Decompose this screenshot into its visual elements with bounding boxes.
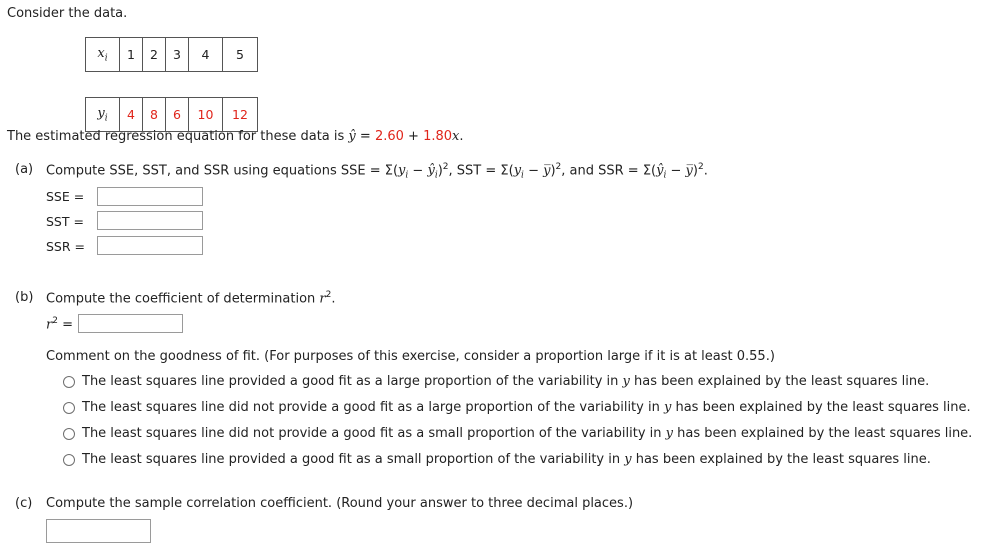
- ssr-input[interactable]: [97, 236, 203, 255]
- y-value: 10: [189, 98, 223, 132]
- part-a-text: Compute SSE, SST, and SSR using equations SSE =: [46, 163, 385, 179]
- sst-label: SST =: [46, 214, 84, 229]
- x-value: 2: [143, 38, 166, 72]
- part-a-question: Compute SSE, SST, and SSR using equations SSE = $\Sigma(y_i$ − $ŷ_i)^2$, SST = $\Sigma(y_i$ − y̅)$^2$, and SSR = $\Sigma(ŷ_i$ − y̅)$^2$.: [46, 162, 708, 181]
- regression-prefix: The estimated regression equation for these data is: [7, 129, 349, 144]
- part-a-label: (a): [15, 162, 34, 177]
- radio-button[interactable]: [63, 454, 75, 466]
- y-value: 4: [120, 98, 143, 132]
- sse-input[interactable]: [97, 187, 203, 206]
- part-b-label: (b): [15, 290, 34, 305]
- y-value: 6: [166, 98, 189, 132]
- radio-button[interactable]: [63, 376, 75, 388]
- y-row: [86, 98, 258, 132]
- sse-label: SSE =: [46, 189, 85, 204]
- regression-slope: 1.80: [423, 129, 453, 144]
- comment-text: Comment on the goodness of fit. (For purposes of this exercise, consider a proportion large if it is at least 0.55.): [46, 349, 775, 364]
- x-value: 1: [120, 38, 143, 72]
- y-value: 8: [143, 98, 166, 132]
- r2-input[interactable]: [78, 314, 183, 333]
- option-label[interactable]: The least squares line did not provide a good fit as a small proportion of the variability in y has been explained by the least squares line.: [82, 426, 973, 441]
- x-value: 4: [189, 38, 223, 72]
- x-header: $x_i$: [86, 38, 120, 72]
- part-b-question: Compute the coefficient of determination $r^2$.: [46, 290, 336, 307]
- table-spacer-row: [86, 72, 258, 98]
- data-table: [85, 37, 258, 132]
- option-label[interactable]: The least squares line provided a good fit as a small proportion of the variability in y has been explained by the least squares line.: [82, 452, 931, 467]
- radio-button[interactable]: [63, 428, 75, 440]
- option-label[interactable]: The least squares line provided a good fit as a large proportion of the variability in y has been explained by the least squares line.: [82, 374, 930, 389]
- y-header: $y_i$: [86, 98, 120, 132]
- option-label[interactable]: The least squares line did not provide a good fit as a large proportion of the variability in y has been explained by the least squares line.: [82, 400, 971, 415]
- correlation-input[interactable]: [46, 519, 151, 543]
- part-c-label: (c): [15, 496, 33, 511]
- intro-text: Consider the data.: [7, 6, 128, 21]
- ssr-label: SSR =: [46, 239, 86, 254]
- r2-label: $r^2$ =: [46, 316, 73, 333]
- y-value: 12: [223, 98, 258, 132]
- part-c-question: Compute the sample correlation coefficient. (Round your answer to three decimal places.): [46, 496, 634, 511]
- radio-button[interactable]: [63, 402, 75, 414]
- x-row: [86, 38, 258, 72]
- sst-input[interactable]: [97, 211, 203, 230]
- part-b-text: Compute the coefficient of determination: [46, 291, 320, 307]
- regression-intercept: 2.60: [374, 129, 404, 144]
- x-value: 3: [166, 38, 189, 72]
- regression-equation: The estimated regression equation for these data is ŷ = 2.60 + 1.80x.: [7, 129, 464, 144]
- x-value: 5: [223, 38, 258, 72]
